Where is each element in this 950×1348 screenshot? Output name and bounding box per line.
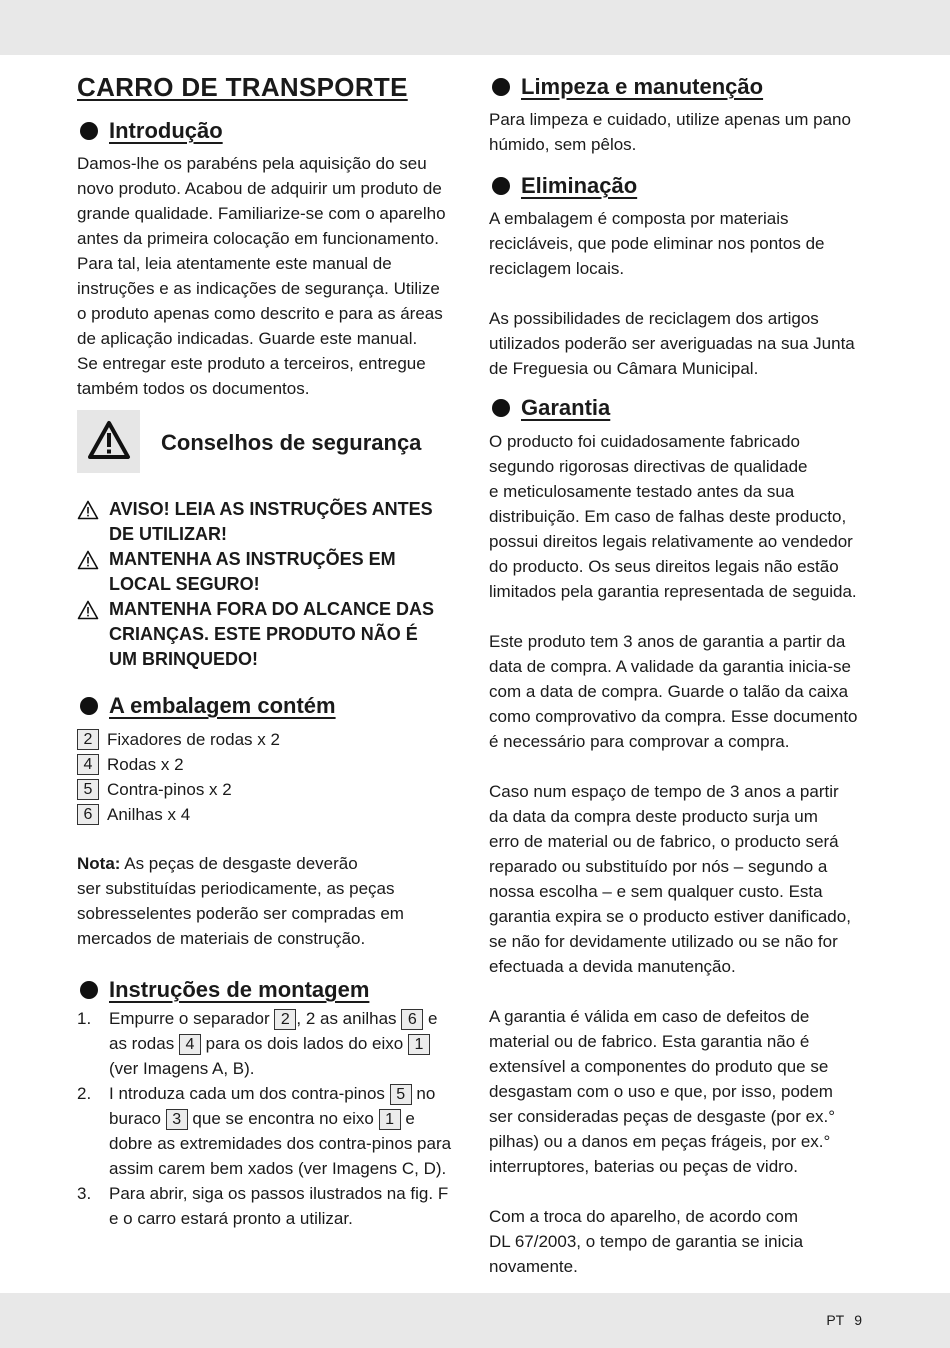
contents-list <box>77 727 469 827</box>
page-footer <box>816 1312 862 1328</box>
warning-line: AVISO! LEIA AS INSTRUÇÕES ANTES <box>109 499 433 519</box>
text-line: Para tal, leia atentamente este manual de <box>77 254 392 273</box>
assembly-steps <box>77 1006 477 1231</box>
step-text: (ver Imagens A, B). <box>109 1059 255 1078</box>
warning-item <box>77 547 477 597</box>
warning-line: DE UTILIZAR! <box>109 524 227 544</box>
warning-line: MANTENHA AS INSTRUÇÕES EM <box>109 549 396 569</box>
text-line: ser consideradas peças de desgaste (por ex.° <box>489 1107 836 1126</box>
text-line: distribuição. Em caso de falhas deste producto, <box>489 507 847 526</box>
text-line: limitados pela garantia representada de seguida. <box>489 582 857 601</box>
intro-paragraph <box>77 151 469 401</box>
part-number-box: 2 <box>274 1009 296 1030</box>
text-line: possui direitos legais relativamente ao vendedor <box>489 532 853 551</box>
step-text: dobre as extremidades dos contra-pinos para <box>109 1134 452 1153</box>
part-number-box: 5 <box>77 779 99 800</box>
text-line <box>77 851 469 876</box>
document-title: CARRO DE TRANSPORTE <box>77 72 408 102</box>
step-number: 1. <box>77 1009 92 1028</box>
step-line <box>109 1031 477 1056</box>
text-line: o produto apenas como descrito e para as áreas <box>77 304 443 323</box>
text-line: DL 67/2003, o tempo de garantia se inicia <box>489 1232 804 1251</box>
paragraph-gap <box>489 1179 881 1204</box>
note-text: ser substituídas periodicamente, as peças <box>77 879 395 898</box>
text-line: nossa escolha – e sem qualquer custo. Esta <box>489 882 823 901</box>
text-line: efectuada a devida manutenção. <box>489 957 736 976</box>
text-line: material ou de fabrico. Esta garantia não é <box>489 1032 810 1051</box>
text-line: pilhas) ou a danos em peças frágeis, por ex.° <box>489 1132 831 1151</box>
step-text: Para abrir, siga os passos ilustrados na fig. F <box>109 1184 449 1203</box>
text-line: As possibilidades de reciclagem dos artigos <box>489 309 819 328</box>
bullet-icon <box>80 697 98 715</box>
text-line: e meticulosamente testado antes da sua <box>489 482 795 501</box>
text-line: utilizados poderão ser averiguadas na sua Junta <box>489 334 855 353</box>
step-text: , 2 as anilhas <box>296 1009 402 1028</box>
paragraph-gap <box>489 604 881 629</box>
text-line: do producto. Os seus direitos legais não estão <box>489 557 839 576</box>
text-line: de Freguesia ou Câmara Municipal. <box>489 359 759 378</box>
assembly-step <box>77 1081 477 1181</box>
text-line: data de compra. A validade da garantia inicia-se <box>489 657 851 676</box>
warning-triangle-icon <box>87 420 131 460</box>
assembly-step <box>77 1181 477 1231</box>
contents-item <box>77 802 469 827</box>
bullet-icon <box>492 78 510 96</box>
text-line: erro de material ou de fabrico, o producto será <box>489 832 839 851</box>
text-line <box>77 901 469 926</box>
text-line: A embalagem é composta por materiais <box>489 209 789 228</box>
step-text: assim carem bem xados (ver Imagens C, D). <box>109 1159 447 1178</box>
step-line <box>109 1206 477 1231</box>
warning-line: UM BRINQUEDO! <box>109 649 258 669</box>
part-label: Contra-pinos x 2 <box>107 780 232 799</box>
text-line: húmido, sem pêlos. <box>489 135 637 154</box>
text-line: desgastam com o uso e que, por isso, podem <box>489 1082 833 1101</box>
step-text: buraco <box>109 1109 166 1128</box>
step-line <box>109 1006 477 1031</box>
cleaning-paragraph <box>489 107 881 157</box>
text-line: Caso num espaço de tempo de 3 anos a partir <box>489 782 839 801</box>
part-number-box: 4 <box>179 1034 201 1055</box>
bullet-icon <box>80 122 98 140</box>
contents-item <box>77 727 469 752</box>
text-line: também todos os documentos. <box>77 379 310 398</box>
part-number-box: 5 <box>390 1084 412 1105</box>
step-text: no <box>411 1084 436 1103</box>
text-line: extensível a componentes do produto que se <box>489 1057 829 1076</box>
warning-line: LOCAL SEGURO! <box>109 574 260 594</box>
step-text: e <box>423 1009 438 1028</box>
text-line: Com a troca do aparelho, de acordo com <box>489 1207 799 1226</box>
part-label: Fixadores de rodas x 2 <box>107 730 280 749</box>
warranty-text <box>489 429 881 1279</box>
text-line: novo produto. Acabou de adquirir um produto de <box>77 179 442 198</box>
step-line <box>109 1081 477 1106</box>
text-line: reciclagem locais. <box>489 259 625 278</box>
text-line: novamente. <box>489 1257 578 1276</box>
step-number: 2. <box>77 1084 92 1103</box>
part-number-box: 1 <box>408 1034 430 1055</box>
language-code: PT <box>826 1312 845 1328</box>
step-text: para os dois lados do eixo <box>200 1034 408 1053</box>
part-label: Rodas x 2 <box>107 755 184 774</box>
part-number-box: 6 <box>401 1009 423 1030</box>
bullet-icon <box>492 399 510 417</box>
step-text: que se encontra no eixo <box>187 1109 379 1128</box>
text-line: reparado ou substituído por nós – segundo a <box>489 857 828 876</box>
text-line: da data da compra deste producto surja um <box>489 807 818 826</box>
note-text: As peças de desgaste deverão <box>120 854 358 873</box>
note-text: sobresselentes poderão ser compradas em <box>77 904 404 923</box>
step-text: I ntroduza cada um dos contra-pinos <box>109 1084 390 1103</box>
warning-item <box>77 597 477 672</box>
contents-item <box>77 777 469 802</box>
step-number: 3. <box>77 1184 92 1203</box>
paragraph-gap <box>489 754 881 779</box>
warning-item <box>77 497 477 547</box>
step-text: e o carro estará pronto a utilizar. <box>109 1209 353 1228</box>
part-number-box: 6 <box>77 804 99 825</box>
note-paragraph <box>77 851 469 951</box>
paragraph-gap <box>489 979 881 1004</box>
contents-item <box>77 752 469 777</box>
text-line: Para limpeza e cuidado, utilize apenas um pano <box>489 110 851 129</box>
warning-line: MANTENHA FORA DO ALCANCE DAS <box>109 599 434 619</box>
step-text: Empurre o separador <box>109 1009 275 1028</box>
text-line: O producto foi cuidadosamente fabricado <box>489 432 800 451</box>
text-line <box>77 876 469 901</box>
disposal-text <box>489 206 881 381</box>
note-text: mercados de materiais de construção. <box>77 929 366 948</box>
bullet-icon <box>492 177 510 195</box>
text-line: A garantia é válida em caso de defeitos de <box>489 1007 810 1026</box>
step-text: e <box>400 1109 415 1128</box>
bullet-icon <box>80 981 98 999</box>
text-line: como comprovativo da compra. Esse documento <box>489 707 858 726</box>
part-number-box: 1 <box>379 1109 401 1130</box>
assembly-step <box>77 1006 477 1081</box>
warning-line: CRIANÇAS. ESTE PRODUTO NÃO É <box>109 624 418 644</box>
text-line: Se entregar este produto a terceiros, entregue <box>77 354 426 373</box>
text-line: recicláveis, que pode eliminar nos pontos de <box>489 234 825 253</box>
bottom-margin-band <box>0 1293 950 1348</box>
warning-list <box>77 497 477 672</box>
step-line <box>109 1056 477 1081</box>
paragraph-gap <box>489 281 881 306</box>
part-label: Anilhas x 4 <box>107 805 191 824</box>
text-line: garantia expira se o producto estiver danificado, <box>489 907 851 926</box>
text-line: é necessário para comprovar a compra. <box>489 732 790 751</box>
step-line <box>109 1181 477 1206</box>
text-line: grande qualidade. Familiarize-se com o aparelho <box>77 204 446 223</box>
step-text: as rodas <box>109 1034 179 1053</box>
step-line <box>109 1106 477 1131</box>
text-line: Este produto tem 3 anos de garantia a partir da <box>489 632 846 651</box>
part-number-box: 3 <box>166 1109 188 1130</box>
text-line: segundo rigorosas directivas de qualidade <box>489 457 808 476</box>
safety-icon-box <box>77 410 140 473</box>
text-line: instruções e as indicações de segurança. Utilize <box>77 279 440 298</box>
step-line <box>109 1131 477 1156</box>
text-line: se não for devidamente utilizado ou se não for <box>489 932 838 951</box>
text-line <box>77 926 469 951</box>
text-line: Damos-lhe os parabéns pela aquisição do seu <box>77 154 427 173</box>
safety-heading: Conselhos de segurança <box>161 430 422 455</box>
step-line <box>109 1156 477 1181</box>
text-line: interruptores, baterias ou peças de vidro. <box>489 1157 799 1176</box>
text-line: com a data de compra. Guarde o talão da caixa <box>489 682 849 701</box>
part-number-box: 2 <box>77 729 99 750</box>
text-line: antes da primeira colocação em funcionamento. <box>77 229 439 248</box>
part-number-box: 4 <box>77 754 99 775</box>
note-label: Nota: <box>77 854 121 873</box>
top-margin-band <box>0 0 950 55</box>
page-number: 9 <box>854 1312 862 1328</box>
text-line: de aplicação indicadas. Guarde este manual. <box>77 329 418 348</box>
